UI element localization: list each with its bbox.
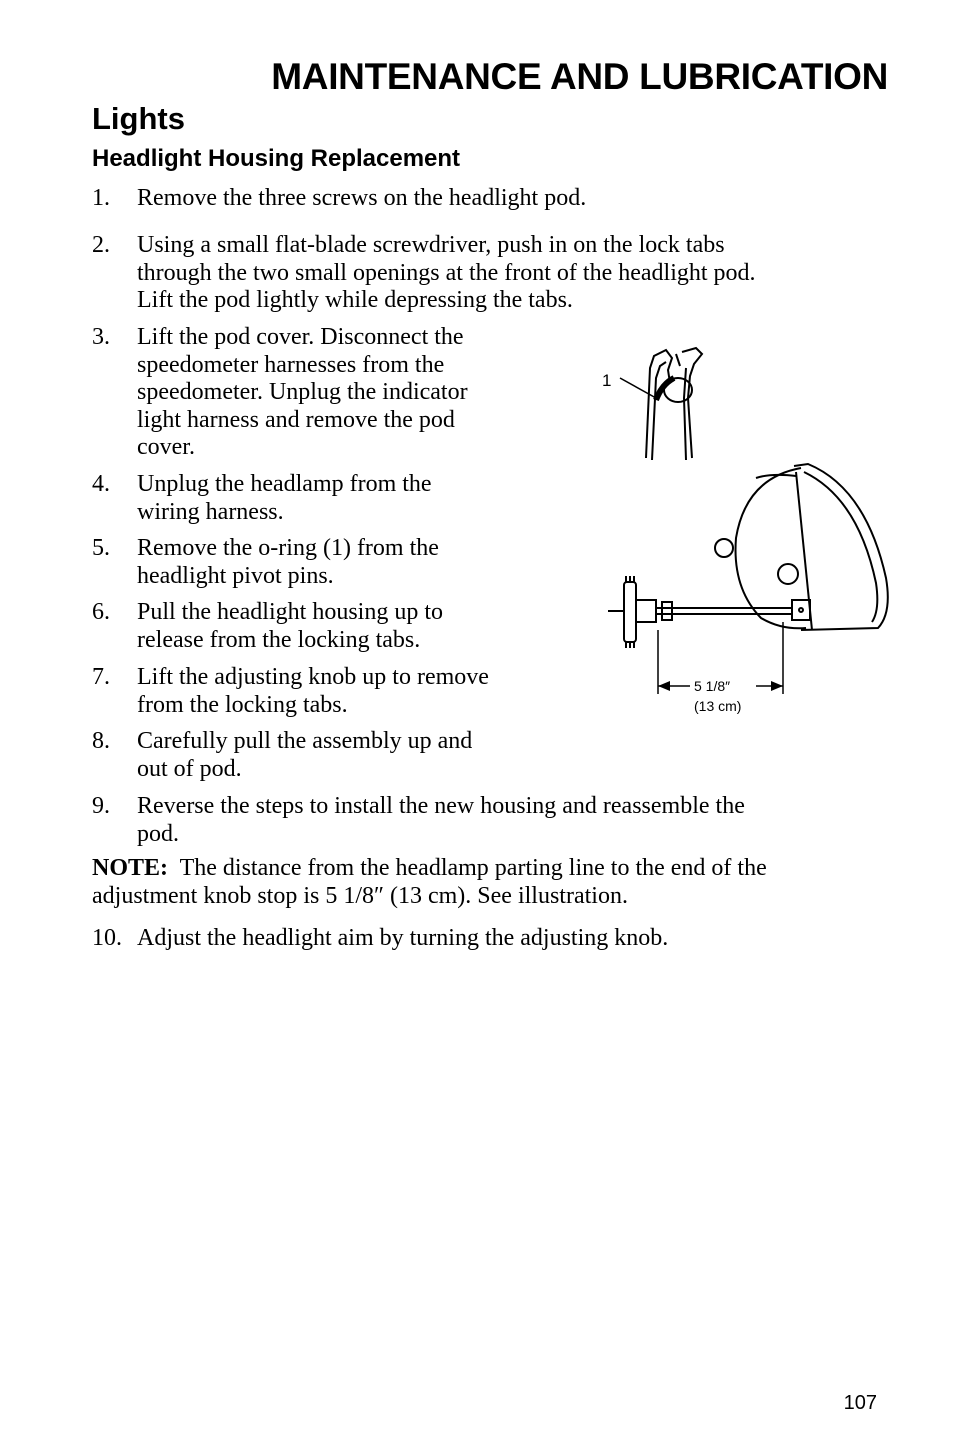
- step-number: 5.: [92, 535, 110, 561]
- callout-number: 1: [602, 371, 612, 390]
- step-text: [137, 535, 439, 590]
- step-number: 7.: [92, 664, 110, 690]
- step-line: Reverse the steps to install the new housing and reassemble the: [137, 793, 745, 819]
- headlight-illustration: [596, 338, 896, 728]
- step-number: 8.: [92, 728, 110, 754]
- step-9: [92, 793, 745, 848]
- step-text: [137, 324, 468, 462]
- chapter-header: MAINTENANCE AND LUBRICATION: [271, 56, 888, 97]
- note-text: The distance from the headlamp parting line to the end of the: [179, 855, 767, 881]
- step-text: [137, 599, 443, 654]
- step-2: [92, 232, 756, 315]
- page-number: 107: [843, 1392, 877, 1414]
- step-line: release from the locking tabs.: [137, 626, 421, 653]
- step-3: [92, 324, 468, 462]
- step-text: [137, 471, 432, 526]
- step-text: [137, 728, 472, 783]
- step-line: Lift the pod lightly while depressing the tabs.: [137, 287, 573, 313]
- dimension-inches: 5 1/8″: [694, 678, 731, 694]
- step-text: [137, 664, 489, 719]
- step-line: speedometer harnesses from the: [137, 351, 445, 378]
- dimension-cm: (13 cm): [694, 698, 742, 714]
- step-line: through the two small openings at the front of the headlight pod.: [137, 259, 756, 286]
- headlamp-drawing: [715, 464, 888, 630]
- step-number: 2.: [92, 232, 110, 258]
- step-line: light harness and remove the pod: [137, 406, 455, 433]
- step-5: [92, 535, 439, 590]
- step-line: Pull the headlight housing up to: [137, 599, 443, 625]
- step-line: from the locking tabs.: [137, 691, 348, 718]
- step-line: Lift the adjusting knob up to remove: [137, 664, 489, 690]
- step-number: 4.: [92, 471, 110, 497]
- adjusting-knob-drawing: [608, 576, 792, 648]
- step-8: [92, 728, 472, 783]
- step-number: 3.: [92, 324, 110, 350]
- subsection-title: Headlight Housing Replacement: [92, 145, 461, 172]
- step-number: 9.: [92, 793, 110, 819]
- step-line: wiring harness.: [137, 498, 284, 525]
- headlight-drawing: [596, 338, 896, 728]
- step-line: Carefully pull the assembly up and: [137, 728, 473, 754]
- note-line-2: adjustment knob stop is 5 1/8″ (13 cm). See illustration.: [92, 882, 628, 909]
- step-line: Unplug the headlamp from the: [137, 471, 432, 497]
- note-line-1: [92, 855, 892, 883]
- pod-bracket-drawing: [646, 348, 702, 460]
- step-7: [92, 664, 489, 719]
- step-number: 1.: [92, 185, 110, 211]
- section-title: Lights: [92, 101, 185, 136]
- step-line: speedometer. Unplug the indicator: [137, 379, 468, 405]
- step-line: Using a small flat-blade screwdriver, push in on the lock tabs: [137, 232, 725, 258]
- callout-leader: [620, 378, 656, 398]
- step-10: [92, 925, 668, 953]
- step-line: out of pod.: [137, 755, 242, 782]
- note-label: NOTE:: [92, 855, 169, 881]
- step-text: Adjust the headlight aim by turning the adjusting knob.: [137, 925, 669, 951]
- step-number: 10.: [92, 925, 122, 951]
- step-line: cover.: [137, 434, 195, 460]
- step-text: Remove the three screws on the headlight pod.: [137, 185, 587, 211]
- step-4: [92, 471, 432, 526]
- step-line: Remove the o-ring (1) from the: [137, 535, 439, 561]
- step-6: [92, 599, 443, 654]
- step-text: [137, 232, 756, 315]
- step-1: [92, 185, 586, 213]
- step-text: [137, 793, 745, 848]
- step-number: 6.: [92, 599, 110, 625]
- step-line: Lift the pod cover. Disconnect the: [137, 324, 464, 350]
- step-line: pod.: [137, 820, 179, 847]
- note-paragraph: [92, 855, 892, 910]
- step-line: headlight pivot pins.: [137, 562, 334, 589]
